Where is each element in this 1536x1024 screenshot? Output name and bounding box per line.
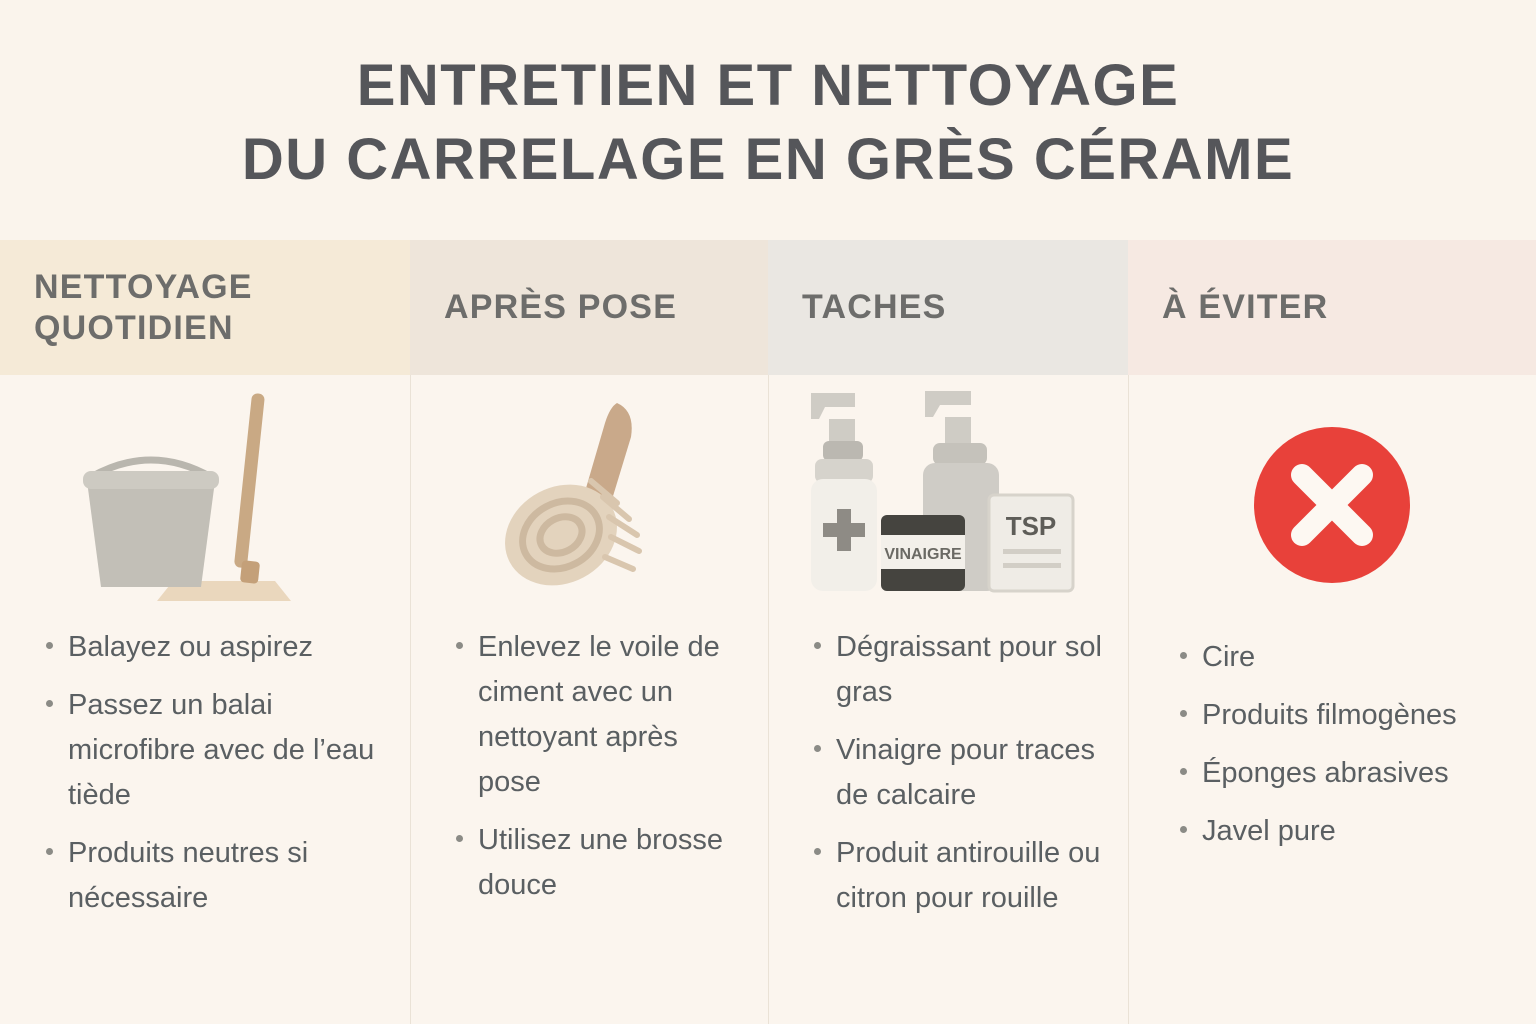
column-header-nettoyage-quotidien bbox=[0, 240, 410, 375]
title-line-1: ENTRETIEN ET NETTOYAGE bbox=[356, 52, 1180, 118]
cleaning-products-icon bbox=[768, 375, 1128, 625]
column-heading: APRÈS POSE bbox=[444, 288, 678, 327]
list-item: Passez un balai microfibre avec de l’eau tiède bbox=[46, 683, 390, 818]
list-item: Dégraissant pour sol gras bbox=[814, 625, 1108, 715]
bullet-list bbox=[1128, 635, 1536, 867]
column-header-apres-pose bbox=[410, 240, 768, 375]
red-cross-forbidden-icon bbox=[1128, 375, 1536, 635]
bucket-and-mop-icon bbox=[0, 375, 410, 625]
bullet-list bbox=[0, 625, 410, 934]
column-nettoyage-quotidien bbox=[0, 240, 410, 1024]
list-item: Balayez ou aspirez bbox=[46, 625, 390, 670]
bullet-list bbox=[768, 625, 1128, 934]
column-heading: À ÉVITER bbox=[1162, 288, 1329, 327]
list-item: Produits filmogènes bbox=[1180, 693, 1526, 738]
page-title bbox=[0, 0, 1536, 240]
column-taches bbox=[768, 240, 1128, 1024]
tsp-label: TSP bbox=[1005, 510, 1057, 541]
column-apres-pose bbox=[410, 240, 768, 1024]
vinegar-label: VINAIGRE bbox=[884, 545, 962, 563]
columns-container bbox=[0, 240, 1536, 1024]
column-header-taches bbox=[768, 240, 1128, 375]
list-item: Vinaigre pour traces de calcaire bbox=[814, 728, 1108, 818]
title-line-2: DU CARRELAGE EN GRÈS CÉRAME bbox=[241, 127, 1295, 192]
column-heading: NETTOYAGE QUOTIDIEN bbox=[34, 267, 253, 347]
scrub-brush-icon bbox=[410, 375, 768, 625]
list-item: Éponges abrasives bbox=[1180, 751, 1526, 796]
list-item: Enlevez le voile de ciment avec un nettoyant après pose bbox=[456, 625, 748, 805]
column-header-a-eviter bbox=[1128, 240, 1536, 375]
bullet-list bbox=[410, 625, 768, 921]
list-item: Utilisez une brosse douce bbox=[456, 818, 748, 908]
list-item: Produit antirouille ou citron pour rouille bbox=[814, 831, 1108, 921]
list-item: Javel pure bbox=[1180, 809, 1526, 854]
list-item: Cire bbox=[1180, 635, 1526, 680]
list-item: Produits neutres si nécessaire bbox=[46, 831, 390, 921]
column-a-eviter bbox=[1128, 240, 1536, 1024]
column-heading: TACHES bbox=[802, 288, 947, 327]
